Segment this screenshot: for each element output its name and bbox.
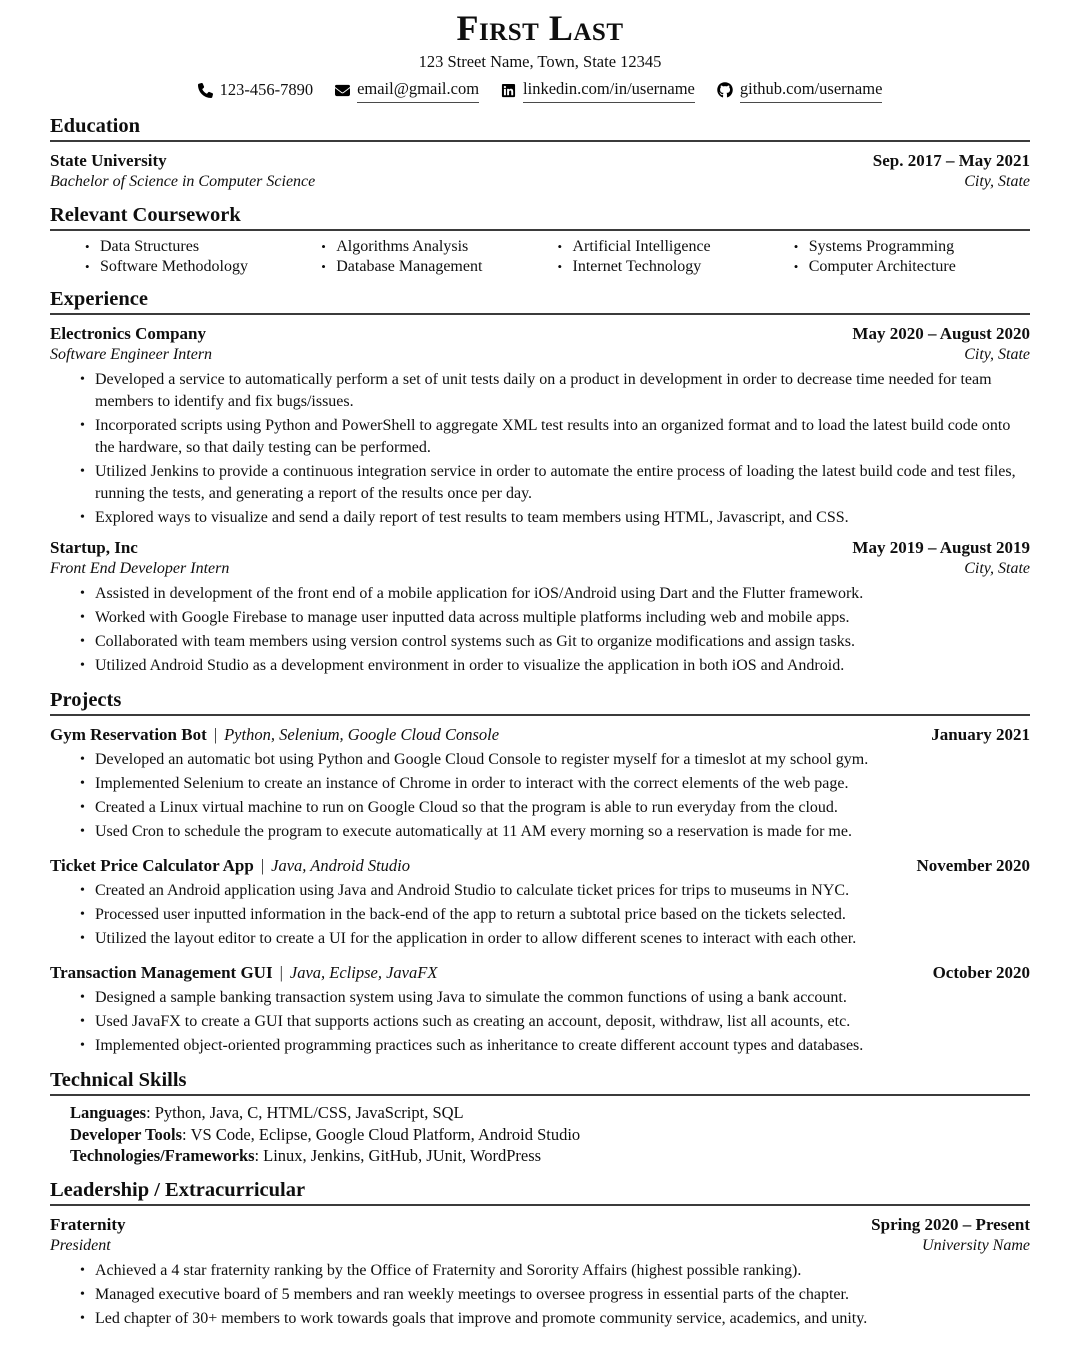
bullet-item: • Explored ways to visualize and send a daily report of test results to team members using HTML, Javascript, and CSS. (95, 507, 1030, 529)
contact-text[interactable]: email@gmail.com (357, 77, 479, 103)
bullet-item: • Used JavaFX to create a GUI that supports actions such as creating an account, deposit, withdraw, list all acounts, etc. (95, 1011, 1030, 1033)
course-item: • Computer Architecture (794, 257, 1030, 277)
project-separator: | (260, 856, 265, 875)
project-title: Ticket Price Calculator App (50, 856, 254, 875)
entry-subheader-row (50, 345, 1030, 365)
section-relevant-coursework (50, 203, 1030, 276)
entry (50, 323, 1030, 529)
entry-title: Startup, Inc (50, 538, 138, 557)
bullet-item: • Designed a sample banking transaction system using Java to simulate the common functions of using a bank account. (95, 987, 1030, 1009)
entry-subheader-row (50, 172, 1030, 192)
entry-header-row (50, 150, 1030, 171)
contact-text[interactable]: linkedin.com/in/username (523, 77, 695, 103)
entry-subtitle: Front End Developer Intern (50, 560, 230, 577)
contact-text: 123-456-7890 (219, 80, 314, 99)
section-title: Leadership / Extracurricular (50, 1178, 1030, 1206)
contact-text[interactable]: github.com/username (740, 77, 883, 103)
course-item: • Systems Programming (794, 237, 1030, 257)
bullet-item: • Utilized the layout editor to create a UI for the application in order to allow different scenes to interact with each other. (95, 928, 1030, 950)
project-heading (50, 724, 499, 745)
entry-date: May 2019 – August 2019 (852, 538, 1030, 557)
skill-line (70, 1124, 1030, 1146)
contact-email[interactable] (335, 77, 479, 103)
entry-title: Fraternity (50, 1214, 126, 1234)
skill-label: Technologies/Frameworks (70, 1146, 255, 1165)
contact-github[interactable] (717, 77, 883, 103)
bullet-item: • Processed user inputted information in the back-end of the app to return a subtotal price based on the tickets selected. (95, 904, 1030, 926)
skill-value: VS Code, Eclipse, Google Cloud Platform, Android Studio (190, 1124, 581, 1144)
bullet-item: • Developed a service to automatically perform a set of unit tests daily on a product in development in order to decrease time needed for team members to identify and fix bugs/issues. (95, 369, 1030, 413)
bullet-item: • Created an Android application using Java and Android Studio to calculate ticket prices for trips to museums in NYC. (95, 880, 1030, 902)
project-header-row (50, 724, 1030, 745)
bullet-item: • Achieved a 4 star fraternity ranking by the Office of Fraternity and Sorority Affairs (highest possible ranking). (95, 1260, 1030, 1282)
section-leadership-extracurricular (50, 1178, 1030, 1330)
project-heading (50, 855, 410, 876)
entry-location: University Name (922, 1236, 1030, 1254)
skill-label: Languages (70, 1103, 147, 1122)
bullet-item: • Developed an automatic bot using Python and Google Cloud Console to register myself for a timeslot at my school gym. (95, 749, 1030, 771)
phone-icon (198, 83, 213, 98)
bullet-item: • Worked with Google Firebase to manage user inputted data across multiple platforms including web and mobile apps. (95, 607, 1030, 629)
resume-body (50, 114, 1030, 1330)
contact-phone (198, 78, 314, 102)
project-title: Transaction Management GUI (50, 963, 273, 982)
entry-subtitle: Software Engineer Intern (50, 346, 213, 363)
project-tech: Java, Android Studio (271, 856, 411, 875)
entry (50, 1214, 1030, 1330)
entry-subheader-row (50, 1236, 1030, 1256)
entry-title: Electronics Company (50, 324, 206, 343)
project-header-row (50, 962, 1030, 983)
project-separator: | (213, 725, 218, 744)
project-header-row (50, 855, 1030, 876)
bullet-list (50, 880, 1030, 950)
entry (50, 537, 1030, 677)
bullet-item: • Utilized Android Studio as a development environment in order to visualize the application in both iOS and Android. (95, 655, 1030, 677)
skill-separator: : (146, 1103, 151, 1122)
entry-date: May 2020 – August 2020 (852, 324, 1030, 343)
entry-location: City, State (964, 560, 1030, 577)
section-title: Technical Skills (50, 1068, 1030, 1096)
bullet-item: • Managed executive board of 5 members and ran weekly meetings to oversee progress in essential parts of the chapter. (95, 1284, 1030, 1306)
section-projects (50, 688, 1030, 1057)
bullet-item: • Created a Linux virtual machine to run on Google Cloud so that the program is able to run everyday from the cloud. (95, 797, 1030, 819)
project-entry (50, 855, 1030, 950)
entry-subtitle: Bachelor of Science in Computer Science (50, 173, 316, 190)
skill-separator: : (182, 1124, 187, 1144)
bullet-item: • Implemented object-oriented programming practices such as inheritance to create different account types and databases. (95, 1035, 1030, 1057)
section-title: Projects (50, 688, 1030, 716)
address-line: 123 Street Name, Town, State 12345 (418, 52, 662, 71)
skill-value: Linux, Jenkins, GitHub, JUnit, WordPress (263, 1146, 542, 1165)
course-item: • Artificial Intelligence (558, 237, 794, 257)
resume-header (50, 6, 1030, 103)
course-item: • Data Structures (85, 237, 321, 257)
project-separator: | (279, 963, 283, 982)
entry-subtitle: President (50, 1236, 111, 1254)
contact-linkedin[interactable] (501, 77, 695, 103)
section-title: Relevant Coursework (50, 203, 1030, 231)
section-title: Experience (50, 287, 1030, 315)
entry-date: Sep. 2017 – May 2021 (872, 151, 1030, 170)
bullet-item: • Used Cron to schedule the program to execute automatically at 11 AM every morning so a reservation is made for me. (95, 821, 1030, 843)
project-entry (50, 962, 1030, 1057)
skill-line (70, 1102, 1030, 1124)
course-item: • Internet Technology (558, 257, 794, 277)
entry-subheader-row (50, 559, 1030, 579)
project-title: Gym Reservation Bot (50, 725, 207, 744)
github-icon (717, 82, 733, 98)
skill-value: Python, Java, C, HTML/CSS, JavaScript, SQL (154, 1103, 464, 1122)
project-date: November 2020 (916, 856, 1030, 875)
bullet-list (50, 1260, 1030, 1330)
project-date: January 2021 (931, 725, 1030, 744)
course-item: • Algorithms Analysis (321, 237, 557, 257)
project-heading (50, 962, 437, 983)
entry-date: Spring 2020 – Present (871, 1214, 1030, 1234)
entry-location: City, State (964, 173, 1030, 190)
section-education (50, 114, 1030, 192)
envelope-icon (335, 83, 350, 98)
bullet-item: • Assisted in development of the front end of a mobile application for iOS/Android using Dart and the Flutter framework. (95, 583, 1030, 605)
entry (50, 150, 1030, 192)
section-experience (50, 287, 1030, 677)
section-technical-skills (50, 1068, 1030, 1167)
course-item: • Database Management (321, 257, 557, 277)
entry-header-row (50, 323, 1030, 344)
project-tech: Python, Selenium, Google Cloud Console (224, 725, 500, 744)
bullet-list (50, 369, 1030, 529)
bullet-item: • Utilized Jenkins to provide a continuous integration service in order to automate the entire process of loading the latest build code and test files, running the tests, and generating a report of the results once per day. (95, 461, 1030, 505)
entry-header-row (50, 537, 1030, 558)
contact-line (50, 77, 1030, 103)
bullet-item: • Collaborated with team members using version control systems such as Git to organize modifications and assign tasks. (95, 631, 1030, 653)
bullet-list (50, 987, 1030, 1057)
bullet-item: • Incorporated scripts using Python and PowerShell to aggregate XML test results into an organized format and to load the latest build code onto the hardware, so that daily testing can be performed. (95, 415, 1030, 459)
bullet-list (50, 749, 1030, 843)
project-entry (50, 724, 1030, 843)
skill-separator: : (254, 1146, 260, 1165)
coursework-grid (85, 237, 1030, 276)
bullet-list (50, 583, 1030, 677)
entry-title: State University (50, 151, 167, 170)
linkedin-icon (501, 83, 516, 98)
project-date: October 2020 (932, 963, 1030, 982)
bullet-item: • Implemented Selenium to create an instance of Chrome in order to interact with the correct elements of the web page. (95, 773, 1030, 795)
course-item: • Software Methodology (85, 257, 321, 277)
skills-list (70, 1102, 1030, 1167)
bullet-item: • Led chapter of 30+ members to work towards goals that improve and promote community service, academics, and unity. (95, 1308, 1030, 1330)
section-title: Education (50, 114, 1030, 142)
person-name: First Last (456, 8, 624, 48)
entry-header-row (50, 1214, 1030, 1235)
skill-line (70, 1145, 1030, 1167)
skill-label: Developer Tools (70, 1124, 182, 1144)
entry-location: City, State (964, 346, 1030, 363)
project-tech: Java, Eclipse, JavaFX (289, 963, 438, 982)
